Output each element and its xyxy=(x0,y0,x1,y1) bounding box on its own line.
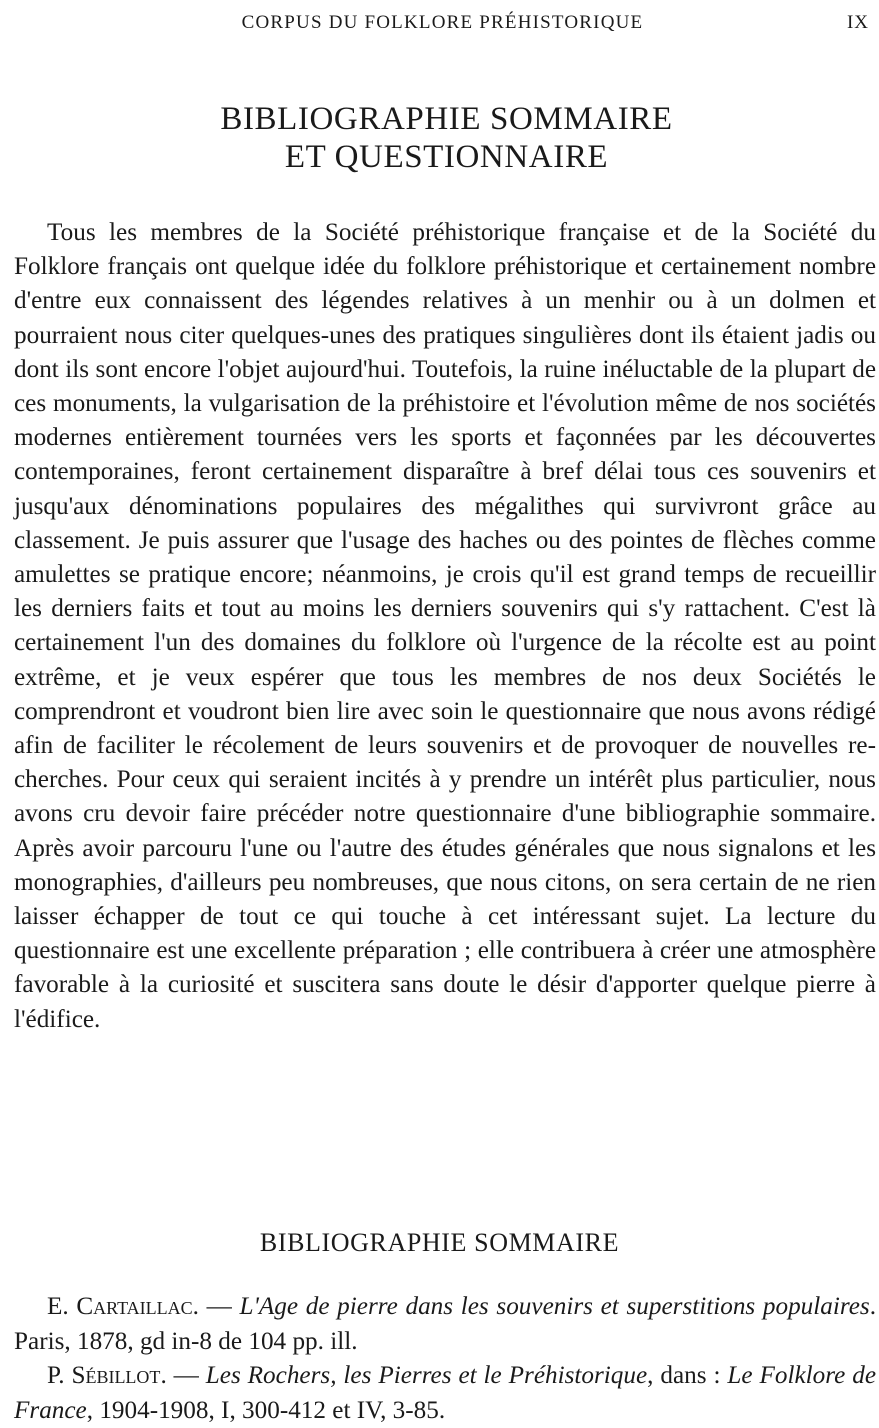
bibliography-entry xyxy=(14,1290,876,1359)
bib-middle: , dans : xyxy=(647,1362,728,1389)
intro-paragraph: Tous les membres de la Société préhistorique française et de la Société du Folklore français ont quelque idée du folklore préhistorique et certainement nombre d'entre eux connaissent des légendes relatives à un menhir ou à un dolmen et pourraient nous citer quelques-unes des pratiques singulières dont ils étaient jadis ou dont ils sont encore l'objet aujourd'hui. Toutefois, la ruine inéluctable de la plupart de ces monuments, la vulgarisation de la préhistoire et l'évolution même de nos sociétés modernes entièrement tournées vers les sports et façonnées par les découvertes contemporaines, feront certainement disparaître à bref délai tous ces souvenirs et jusqu'aux dénominations populaires des mégalithes qui survivront grâce au classement. Je puis assurer que l'usage des haches ou des pointes de flèches comme amulettes se pratique encore; néanmoins, je crois qu'il est grand temps de recueillir les derniers faits et tout au moins les derniers souvenirs qui s'y rattachent. C'est là certainement l'un des domaines du folklore où l'urgence de la récolte est au point extrême, et je veux espérer que tous les membres de nos deux Sociétés le comprendront et voudront bien lire avec soin le questionnaire que nous avons rédigé afin de faciliter le récolement de leurs souvenirs et de provoquer de nouvelles recherches. Pour ceux qui seraient incités à y prendre un intérêt plus particulier, nous avons cru devoir faire précéder notre questionnaire d'une bibliographie sommaire. Après avoir parcouru l'une ou l'autre des études générales que nous signalons et les monographies, d'ailleurs peu nombreuses, que nous citons, on sera certain de ne rien laisser échapper de tout ce qui touche à cet intéressant sujet. La lecture du questionnaire est une excellente préparation ; elle contribuera à créer une atmosphère favorable à la curiosité et suscitera sans doute le désir d'apporter quelque pierre à l'édifice. xyxy=(14,219,876,1033)
running-title: CORPUS DU FOLKLORE PRÉHISTORIQUE xyxy=(241,12,644,33)
page-number: IX xyxy=(846,12,869,33)
chapter-title-line-1: BIBLIOGRAPHIE SOMMAIRE xyxy=(220,101,673,137)
body-text xyxy=(14,216,876,1037)
bib-author-name: Sébillot xyxy=(71,1362,161,1389)
bib-separator: . — xyxy=(192,1293,240,1320)
section-title: BIBLIOGRAPHIE SOMMAIRE xyxy=(259,1228,620,1257)
running-head xyxy=(14,12,871,38)
bibliography-list xyxy=(14,1290,876,1428)
bib-details: . Paris, 1878, gd in-8 de 104 pp. ill. xyxy=(14,1293,877,1355)
bib-source: Le Folklore de France xyxy=(14,1362,877,1424)
bibliography-entry xyxy=(14,1359,876,1428)
bib-separator: . — xyxy=(160,1362,206,1389)
chapter-title xyxy=(0,100,879,176)
bib-author-name: Cartaillac xyxy=(76,1293,193,1320)
bib-author-initial: P. xyxy=(47,1362,65,1389)
bib-author-initial: E. xyxy=(47,1293,69,1320)
bib-title: Les Rochers, les Pierres et le Préhistorique xyxy=(205,1362,648,1389)
bib-title: L'Age de pierre dans les souvenirs et superstitions populaires xyxy=(239,1293,870,1320)
bib-details: , 1904-1908, I, 300-412 et IV, 3-85. xyxy=(86,1396,446,1424)
chapter-title-line-2: ET QUESTIONNAIRE xyxy=(284,139,609,175)
